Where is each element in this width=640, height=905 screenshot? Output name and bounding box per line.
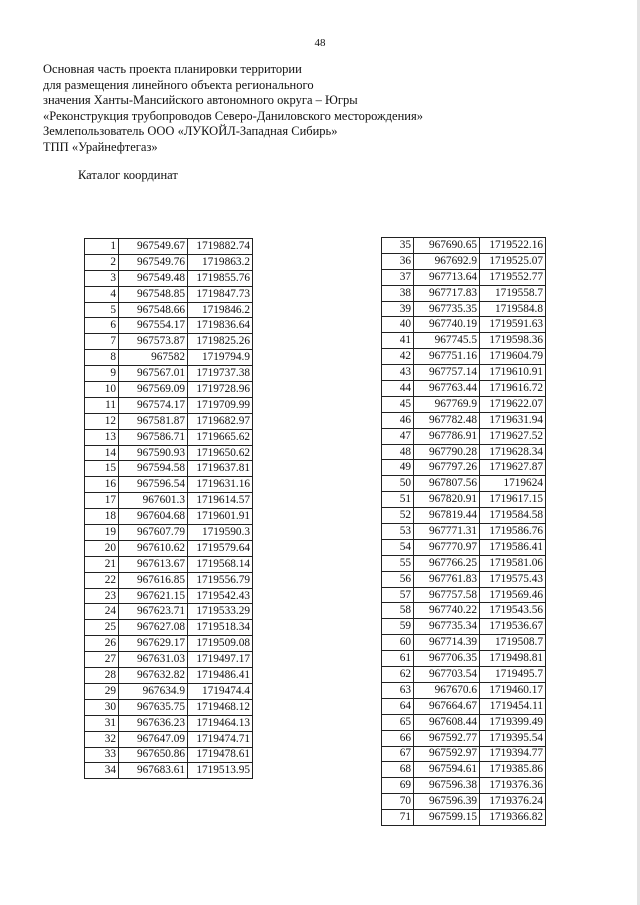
- point-number: 45: [382, 396, 414, 412]
- coordinate-x: 967548.85: [119, 286, 188, 302]
- coordinate-x: 967735.34: [414, 619, 480, 635]
- document-heading: [43, 62, 423, 155]
- point-number: 2: [85, 254, 119, 270]
- coordinate-x: 967820.91: [414, 492, 480, 508]
- coordinate-y: 1719366.82: [480, 810, 546, 826]
- coordinate-y: 1719508.7: [480, 635, 546, 651]
- point-number: 48: [382, 444, 414, 460]
- point-number: 31: [85, 715, 119, 731]
- table-row: [85, 493, 253, 509]
- heading-line: значения Ханты-Мансийского автономного округа – Югры: [43, 93, 358, 107]
- coordinate-y: 1719568.14: [188, 556, 253, 572]
- coordinate-x: 967769.9: [414, 396, 480, 412]
- coordinate-x: 967757.14: [414, 365, 480, 381]
- coordinate-y: 1719622.07: [480, 396, 546, 412]
- table-row: [85, 763, 253, 779]
- coordinate-x: 967690.65: [414, 238, 480, 254]
- coordinate-y: 1719855.76: [188, 270, 253, 286]
- point-number: 47: [382, 428, 414, 444]
- coordinate-x: 967594.58: [119, 461, 188, 477]
- table-row: [382, 555, 546, 571]
- table-row: [85, 588, 253, 604]
- heading-line: Основная часть проекта планировки территории: [43, 62, 302, 76]
- coordinate-y: 1719497.17: [188, 652, 253, 668]
- point-number: 40: [382, 317, 414, 333]
- table-row: [85, 572, 253, 588]
- point-number: 58: [382, 603, 414, 619]
- point-number: 7: [85, 334, 119, 350]
- table-row: [382, 619, 546, 635]
- coordinate-x: 967763.44: [414, 381, 480, 397]
- coordinate-x: 967590.93: [119, 445, 188, 461]
- point-number: 55: [382, 555, 414, 571]
- coordinate-y: 1719847.73: [188, 286, 253, 302]
- coordinate-y: 1719581.06: [480, 555, 546, 571]
- table-row: [382, 667, 546, 683]
- coordinate-x: 967599.15: [414, 810, 480, 826]
- point-number: 50: [382, 476, 414, 492]
- coordinate-y: 1719836.64: [188, 318, 253, 334]
- point-number: 71: [382, 810, 414, 826]
- point-number: 8: [85, 350, 119, 366]
- point-number: 43: [382, 365, 414, 381]
- table-row: [85, 302, 253, 318]
- point-number: 70: [382, 794, 414, 810]
- coordinate-x: 967634.9: [119, 683, 188, 699]
- coordinate-x: 967592.97: [414, 746, 480, 762]
- coordinate-y: 1719584.8: [480, 301, 546, 317]
- point-number: 66: [382, 730, 414, 746]
- coordinate-y: 1719601.91: [188, 509, 253, 525]
- table-row: [382, 587, 546, 603]
- coordinate-y: 1719460.17: [480, 682, 546, 698]
- table-row: [85, 445, 253, 461]
- coordinate-y: 1719498.81: [480, 651, 546, 667]
- table-row: [85, 509, 253, 525]
- point-number: 68: [382, 762, 414, 778]
- coordinate-x: 967740.22: [414, 603, 480, 619]
- table-row: [85, 461, 253, 477]
- table-row: [382, 412, 546, 428]
- coordinate-y: 1719533.29: [188, 604, 253, 620]
- coordinate-y: 1719610.91: [480, 365, 546, 381]
- coordinate-y: 1719863.2: [188, 254, 253, 270]
- point-number: 3: [85, 270, 119, 286]
- table-row: [382, 746, 546, 762]
- coordinate-y: 1719518.34: [188, 620, 253, 636]
- coordinate-y: 1719394.77: [480, 746, 546, 762]
- coordinate-x: 967573.87: [119, 334, 188, 350]
- point-number: 9: [85, 366, 119, 382]
- coordinate-x: 967601.3: [119, 493, 188, 509]
- point-number: 67: [382, 746, 414, 762]
- point-number: 23: [85, 588, 119, 604]
- table-row: [382, 396, 546, 412]
- point-number: 1: [85, 239, 119, 255]
- heading-line: ТПП «Урайнефтегаз»: [43, 139, 158, 154]
- point-number: 24: [85, 604, 119, 620]
- coordinate-y: 1719586.76: [480, 524, 546, 540]
- coordinate-y: 1719586.41: [480, 539, 546, 555]
- coordinate-x: 967594.61: [414, 762, 480, 778]
- heading-line: «Реконструкция трубопроводов Северо-Даниловского месторождения»: [43, 108, 423, 123]
- point-number: 33: [85, 747, 119, 763]
- coordinate-y: 1719628.34: [480, 444, 546, 460]
- coordinate-x: 967627.08: [119, 620, 188, 636]
- table-row: [85, 477, 253, 493]
- table-row: [382, 508, 546, 524]
- point-number: 34: [85, 763, 119, 779]
- point-number: 53: [382, 524, 414, 540]
- coordinate-x: 967592.77: [414, 730, 480, 746]
- coordinate-y: 1719385.86: [480, 762, 546, 778]
- coordinate-y: 1719616.72: [480, 381, 546, 397]
- point-number: 25: [85, 620, 119, 636]
- coordinate-x: 967586.71: [119, 429, 188, 445]
- coordinate-y: 1719631.16: [188, 477, 253, 493]
- coordinate-x: 967623.71: [119, 604, 188, 620]
- point-number: 29: [85, 683, 119, 699]
- point-number: 49: [382, 460, 414, 476]
- coordinate-x: 967647.09: [119, 731, 188, 747]
- table-row: [382, 333, 546, 349]
- coordinate-x: 967574.17: [119, 397, 188, 413]
- coordinate-x: 967703.54: [414, 667, 480, 683]
- coordinate-x: 967582: [119, 350, 188, 366]
- coordinate-y: 1719650.62: [188, 445, 253, 461]
- table-row: [382, 810, 546, 826]
- point-number: 39: [382, 301, 414, 317]
- coordinate-x: 967567.01: [119, 366, 188, 382]
- point-number: 30: [85, 699, 119, 715]
- coordinate-x: 967554.17: [119, 318, 188, 334]
- coordinate-y: 1719846.2: [188, 302, 253, 318]
- coordinate-y: 1719543.56: [480, 603, 546, 619]
- table-row: [382, 492, 546, 508]
- point-number: 27: [85, 652, 119, 668]
- table-row: [382, 698, 546, 714]
- point-number: 51: [382, 492, 414, 508]
- coordinate-x: 967604.68: [119, 509, 188, 525]
- point-number: 5: [85, 302, 119, 318]
- coordinate-x: 967670.6: [414, 682, 480, 698]
- point-number: 46: [382, 412, 414, 428]
- page-number: 48: [314, 37, 326, 49]
- table-row: [85, 350, 253, 366]
- coordinate-y: 1719584.58: [480, 508, 546, 524]
- table-row: [85, 620, 253, 636]
- table-row: [382, 428, 546, 444]
- table-row: [382, 571, 546, 587]
- coordinate-y: 1719591.63: [480, 317, 546, 333]
- coordinate-x: 967548.66: [119, 302, 188, 318]
- coordinate-y: 1719579.64: [188, 540, 253, 556]
- coordinate-x: 967549.67: [119, 239, 188, 255]
- table-row: [382, 778, 546, 794]
- point-number: 38: [382, 285, 414, 301]
- point-number: 65: [382, 714, 414, 730]
- coordinate-y: 1719598.36: [480, 333, 546, 349]
- point-number: 57: [382, 587, 414, 603]
- table-row: [382, 762, 546, 778]
- point-number: 14: [85, 445, 119, 461]
- coordinate-y: 1719522.16: [480, 238, 546, 254]
- point-number: 22: [85, 572, 119, 588]
- point-number: 16: [85, 477, 119, 493]
- coordinate-x: 967751.16: [414, 349, 480, 365]
- table-row: [85, 604, 253, 620]
- point-number: 61: [382, 651, 414, 667]
- table-row: [382, 651, 546, 667]
- coordinate-x: 967692.9: [414, 253, 480, 269]
- coordinate-y: 1719737.38: [188, 366, 253, 382]
- coordinate-y: 1719631.94: [480, 412, 546, 428]
- coordinate-y: 1719794.9: [188, 350, 253, 366]
- table-row: [85, 683, 253, 699]
- table-row: [85, 747, 253, 763]
- catalog-title: Каталог координат: [78, 168, 178, 182]
- point-number: 6: [85, 318, 119, 334]
- table-row: [382, 460, 546, 476]
- point-number: 26: [85, 636, 119, 652]
- coordinate-x: 967757.58: [414, 587, 480, 603]
- table-row: [85, 413, 253, 429]
- coordinate-x: 967807.56: [414, 476, 480, 492]
- coordinate-y: 1719604.79: [480, 349, 546, 365]
- coordinate-y: 1719399.49: [480, 714, 546, 730]
- point-number: 56: [382, 571, 414, 587]
- table-row: [382, 238, 546, 254]
- table-row: [85, 429, 253, 445]
- point-number: 32: [85, 731, 119, 747]
- coordinate-x: 967616.85: [119, 572, 188, 588]
- coordinate-x: 967631.03: [119, 652, 188, 668]
- point-number: 21: [85, 556, 119, 572]
- table-row: [85, 286, 253, 302]
- table-row: [382, 285, 546, 301]
- coordinate-x: 967683.61: [119, 763, 188, 779]
- coordinate-x: 967549.48: [119, 270, 188, 286]
- coordinate-x: 967717.83: [414, 285, 480, 301]
- coordinate-x: 967650.86: [119, 747, 188, 763]
- coordinate-x: 967745.5: [414, 333, 480, 349]
- table-row: [85, 334, 253, 350]
- table-row: [382, 269, 546, 285]
- point-number: 60: [382, 635, 414, 651]
- coordinate-x: 967770.97: [414, 539, 480, 555]
- coordinate-x: 967782.48: [414, 412, 480, 428]
- table-row: [382, 635, 546, 651]
- table-row: [382, 317, 546, 333]
- point-number: 59: [382, 619, 414, 635]
- coordinate-x: 967771.31: [414, 524, 480, 540]
- heading-line: Землепользователь ООО «ЛУКОЙЛ-Западная Сибирь»: [43, 124, 338, 138]
- coordinate-y: 1719495.7: [480, 667, 546, 683]
- heading-line: для размещения линейного объекта регионального: [43, 77, 314, 92]
- coordinate-x: 967786.91: [414, 428, 480, 444]
- coordinate-x: 967819.44: [414, 508, 480, 524]
- table-row: [382, 444, 546, 460]
- table-row: [382, 714, 546, 730]
- coordinate-y: 1719627.87: [480, 460, 546, 476]
- table-row: [85, 699, 253, 715]
- coordinate-y: 1719709.99: [188, 397, 253, 413]
- table-row: [85, 366, 253, 382]
- table-row: [382, 381, 546, 397]
- coordinate-x: 967706.35: [414, 651, 480, 667]
- coordinate-y: 1719617.15: [480, 492, 546, 508]
- table-row: [85, 525, 253, 541]
- coordinate-y: 1719525.07: [480, 253, 546, 269]
- table-row: [85, 239, 253, 255]
- point-number: 63: [382, 682, 414, 698]
- coordinate-x: 967569.09: [119, 382, 188, 398]
- coordinate-x: 967740.19: [414, 317, 480, 333]
- table-row: [85, 668, 253, 684]
- coordinate-x: 967664.67: [414, 698, 480, 714]
- coordinate-y: 1719513.95: [188, 763, 253, 779]
- coordinate-y: 1719542.43: [188, 588, 253, 604]
- point-number: 36: [382, 253, 414, 269]
- point-number: 12: [85, 413, 119, 429]
- coordinate-x: 967635.75: [119, 699, 188, 715]
- coordinate-x: 967549.76: [119, 254, 188, 270]
- table-row: [382, 301, 546, 317]
- point-number: 18: [85, 509, 119, 525]
- coordinate-y: 1719468.12: [188, 699, 253, 715]
- coordinate-y: 1719376.24: [480, 794, 546, 810]
- point-number: 13: [85, 429, 119, 445]
- coordinate-x: 967610.62: [119, 540, 188, 556]
- coordinate-y: 1719454.11: [480, 698, 546, 714]
- table-row: [85, 397, 253, 413]
- coordinate-x: 967766.25: [414, 555, 480, 571]
- coordinate-y: 1719728.96: [188, 382, 253, 398]
- point-number: 54: [382, 539, 414, 555]
- table-row: [382, 253, 546, 269]
- point-number: 52: [382, 508, 414, 524]
- table-row: [382, 730, 546, 746]
- coordinate-y: 1719558.7: [480, 285, 546, 301]
- coordinates-table-right: [381, 237, 546, 826]
- table-row: [85, 556, 253, 572]
- coordinate-x: 967608.44: [414, 714, 480, 730]
- point-number: 35: [382, 238, 414, 254]
- coordinate-x: 967629.17: [119, 636, 188, 652]
- coordinate-x: 967713.64: [414, 269, 480, 285]
- coordinate-y: 1719478.61: [188, 747, 253, 763]
- coordinate-y: 1719474.71: [188, 731, 253, 747]
- coordinates-table-left: [84, 238, 253, 779]
- coordinate-x: 967613.67: [119, 556, 188, 572]
- coordinate-x: 967714.39: [414, 635, 480, 651]
- coordinate-x: 967632.82: [119, 668, 188, 684]
- point-number: 17: [85, 493, 119, 509]
- table-row: [382, 603, 546, 619]
- point-number: 64: [382, 698, 414, 714]
- coordinate-x: 967621.15: [119, 588, 188, 604]
- coordinate-y: 1719624: [480, 476, 546, 492]
- coordinate-y: 1719464.13: [188, 715, 253, 731]
- coordinate-y: 1719556.79: [188, 572, 253, 588]
- coordinate-y: 1719552.77: [480, 269, 546, 285]
- table-row: [382, 524, 546, 540]
- table-row: [382, 794, 546, 810]
- point-number: 42: [382, 349, 414, 365]
- coordinate-y: 1719637.81: [188, 461, 253, 477]
- coordinate-x: 967636.23: [119, 715, 188, 731]
- table-row: [85, 318, 253, 334]
- table-row: [382, 365, 546, 381]
- point-number: 69: [382, 778, 414, 794]
- coordinate-y: 1719614.57: [188, 493, 253, 509]
- point-number: 19: [85, 525, 119, 541]
- coordinate-y: 1719474.4: [188, 683, 253, 699]
- table-row: [85, 382, 253, 398]
- table-row: [85, 270, 253, 286]
- point-number: 15: [85, 461, 119, 477]
- coordinate-x: 967761.83: [414, 571, 480, 587]
- coordinate-x: 967596.54: [119, 477, 188, 493]
- table-row: [85, 715, 253, 731]
- table-row: [85, 636, 253, 652]
- table-row: [382, 539, 546, 555]
- coordinate-y: 1719665.62: [188, 429, 253, 445]
- table-row: [382, 682, 546, 698]
- coordinate-y: 1719882.74: [188, 239, 253, 255]
- coordinate-y: 1719509.08: [188, 636, 253, 652]
- coordinate-y: 1719536.67: [480, 619, 546, 635]
- point-number: 37: [382, 269, 414, 285]
- coordinate-x: 967797.26: [414, 460, 480, 476]
- point-number: 28: [85, 668, 119, 684]
- point-number: 62: [382, 667, 414, 683]
- point-number: 11: [85, 397, 119, 413]
- coordinate-x: 967596.38: [414, 778, 480, 794]
- coordinate-y: 1719590.3: [188, 525, 253, 541]
- coordinate-y: 1719569.46: [480, 587, 546, 603]
- table-row: [85, 254, 253, 270]
- table-row: [382, 349, 546, 365]
- coordinate-x: 967596.39: [414, 794, 480, 810]
- coordinate-y: 1719682.97: [188, 413, 253, 429]
- point-number: 20: [85, 540, 119, 556]
- table-row: [85, 652, 253, 668]
- point-number: 4: [85, 286, 119, 302]
- coordinate-y: 1719627.52: [480, 428, 546, 444]
- coordinate-x: 967607.79: [119, 525, 188, 541]
- coordinate-x: 967790.28: [414, 444, 480, 460]
- coordinate-y: 1719486.41: [188, 668, 253, 684]
- table-row: [85, 731, 253, 747]
- coordinate-x: 967735.35: [414, 301, 480, 317]
- point-number: 41: [382, 333, 414, 349]
- coordinate-y: 1719395.54: [480, 730, 546, 746]
- table-row: [85, 540, 253, 556]
- coordinate-y: 1719376.36: [480, 778, 546, 794]
- table-row: [382, 476, 546, 492]
- point-number: 44: [382, 381, 414, 397]
- point-number: 10: [85, 382, 119, 398]
- coordinate-y: 1719575.43: [480, 571, 546, 587]
- coordinate-x: 967581.87: [119, 413, 188, 429]
- coordinate-y: 1719825.26: [188, 334, 253, 350]
